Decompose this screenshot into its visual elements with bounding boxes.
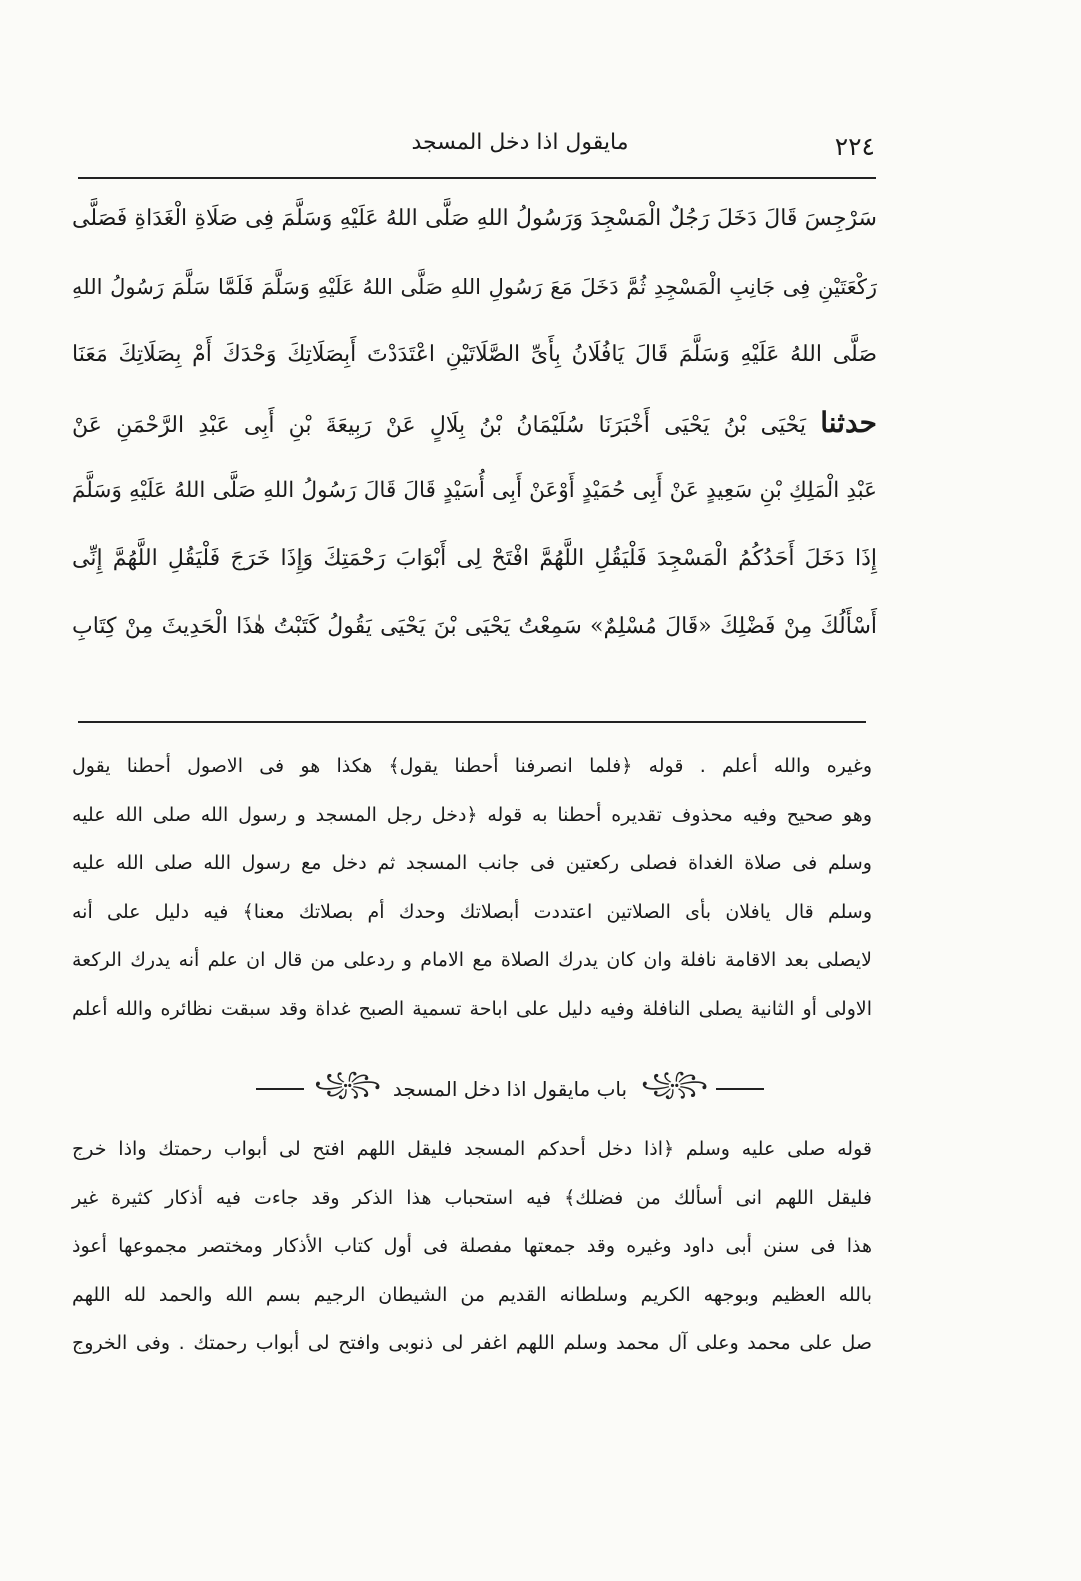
commentary-line: فليقل اللهم انى أسألك من فضلك﴾ فيه استحباب هذا الذكر وقد جاءت فيه أذكار كثيرة غير xyxy=(72,1186,872,1209)
footnote-rule xyxy=(78,721,866,723)
heading-dash xyxy=(716,1088,764,1090)
chapter-title: باب مايقول اذا دخل المسجد xyxy=(392,1077,628,1101)
hadith-line: صَلَّى اللهُ عَلَيْهِ وَسَلَّمَ قَالَ يَافُلَانُ بِأَىِّ الصَّلَاتَيْنِ اعْتَدَدْتَ أَبِصَلَاتِكَ وَحْدَكَ أَمْ بِصَلَاتِكَ مَعَنَا xyxy=(72,342,877,367)
page-number: ٢٢٤ xyxy=(834,132,875,161)
hadith-line: رَكْعَتَيْنِ فِى جَانِبِ الْمَسْجِدِ ثُمَّ دَخَلَ مَعَ رَسُولِ اللهِ صَلَّى اللهُ عَلَيْهِ وَسَلَّمَ فَلَمَّا سَلَّمَ رَسُولُ اللهِ xyxy=(72,275,877,299)
hadith-line-text: يَحْيَى بْنُ يَحْيَى أَخْبَرَنَا سُلَيْمَانُ بْنُ بِلَالٍ عَنْ رَبِيعَةَ بْنِ أَبِى عَبْدِ الرَّحْمَنِ عَنْ xyxy=(72,413,806,438)
commentary-line: وسلم قال يافلان بأى الصلاتين اعتددت أبصلاتك وحدك أم بصلاتك معنا﴾ فيه دليل على أنه xyxy=(72,900,872,923)
running-title: مايقول اذا دخل المسجد xyxy=(411,130,629,155)
hadith-line: سَرْجِسَ قَالَ دَخَلَ رَجُلٌ الْمَسْجِدَ وَرَسُولُ اللهِ صَلَّى اللهُ عَلَيْهِ وَسَلَّمَ فِى صَلَاةِ الْغَدَاةِ فَصَلَّى xyxy=(72,206,877,231)
hadith-text xyxy=(72,185,877,661)
hadith-line: عَبْدِ الْمَلِكِ بْنِ سَعِيدٍ عَنْ أَبِى حُمَيْدٍ أَوْعَنْ أَبِى أُسَيْدٍ قَالَ قَالَ رَسُولُ اللهِ صَلَّى اللهُ عَلَيْهِ وَسَلَّمَ xyxy=(72,478,877,503)
commentary-text xyxy=(72,742,872,1034)
commentary-line: لايصلى بعد الاقامة نافلة وان كان يدرك الصلاة مع الامام و ردعلى من قال ان علم أنه يدرك الركعة xyxy=(72,949,872,972)
page-header xyxy=(80,128,875,164)
haddathana-marker: حدثنا xyxy=(820,406,877,439)
hadith-line: إِذَا دَخَلَ أَحَدُكُمُ الْمَسْجِدَ فَلْيَقُلِ اللَّهُمَّ افْتَحْ لِى أَبْوَابَ رَحْمَتِكَ وَإِذَا خَرَجَ فَلْيَقُلِ اللَّهُمَّ إِنِّى xyxy=(72,546,877,571)
ornament-icon: ꧁꧂ xyxy=(314,1071,379,1097)
chapter-commentary xyxy=(72,1125,872,1368)
hadith-line: أَسْأَلُكَ مِنْ فَضْلِكَ «قَالَ مُسْلِمٌ» سَمِعْتُ يَحْيَى بْنَ يَحْيَى يَقُولُ كَتَبْتُ هٰذَا الْحَدِيثَ مِنْ كِتَابِ xyxy=(72,614,877,639)
commentary-line: بالله العظيم وبوجهه الكريم وسلطانه القديم من الشيطان الرجيم بسم الله والحمد لله اللهم xyxy=(72,1283,872,1306)
chapter-heading xyxy=(230,1064,790,1114)
header-rule xyxy=(78,177,876,179)
commentary-line: وسلم فى صلاة الغداة فصلى ركعتين فى جانب المسجد ثم دخل مع رسول الله صلى الله عليه xyxy=(72,852,872,875)
commentary-line: وغيره والله أعلم . قوله ﴿فلما انصرفنا أحطنا يقول﴾ هكذا هو فى الاصول أحطنا يقول xyxy=(72,755,872,777)
commentary-line: الاولى أو الثانية يصلى النافلة وفيه دليل على اباحة تسمية الصبح غداة وقد سبقت نظائره والله أعلم xyxy=(72,997,872,1020)
hadith-line-with-haddathana xyxy=(72,389,877,457)
ornament-icon: ꧁꧂ xyxy=(641,1071,706,1097)
heading-dash xyxy=(256,1088,304,1090)
commentary-line: هذا فى سنن أبى داود وغيره وقد جمعتها مفصلة فى أول كتاب الأذكار ومختصر مجموعها أعوذ xyxy=(72,1235,872,1258)
commentary-line: صل على محمد وعلى آل محمد وسلم اللهم اغفر لى ذنوبى وافتح لى أبواب رحمتك . وفى الخروج xyxy=(72,1332,872,1355)
commentary-line: قوله صلى عليه وسلم ﴿اذا دخل أحدكم المسجد فليقل اللهم افتح لى أبواب رحمتك واذا خرج xyxy=(72,1138,872,1160)
commentary-line: وهو صحيح وفيه محذوف تقديره أحطنا به قوله ﴿دخل رجل المسجد و رسول الله صلى الله عليه xyxy=(72,803,872,826)
